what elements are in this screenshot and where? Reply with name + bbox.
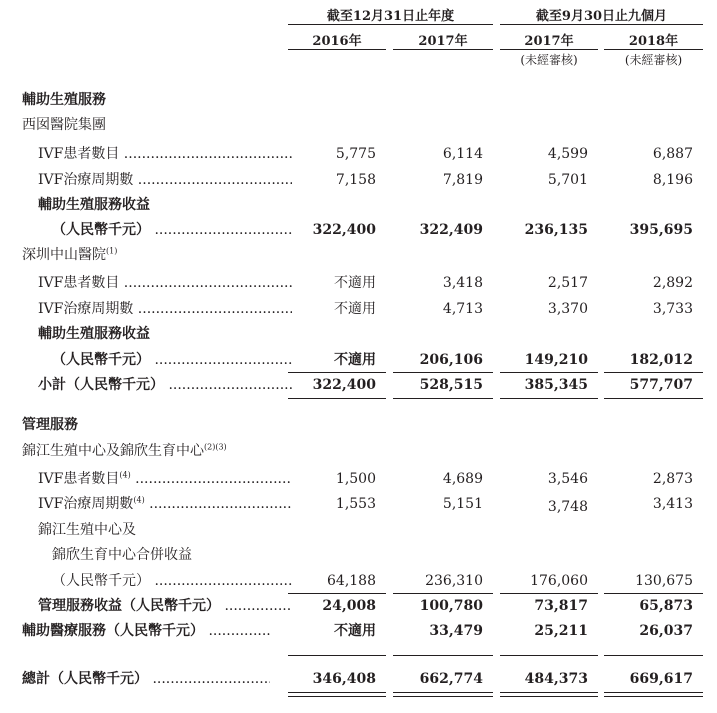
total-rule-2016 <box>288 655 386 656</box>
value-2018-9m: 2,873 <box>652 471 693 487</box>
year-rule-2016 <box>288 49 386 50</box>
header-year-ended-dec31: 截至12月31日止年度 <box>326 9 455 24</box>
subtotal-underline-2017-9m <box>500 398 598 399</box>
value-2016: 7,158 <box>335 172 376 188</box>
footnote-marker: (4) <box>119 470 131 480</box>
row-label: （人民幣千元） ..... <box>52 219 292 241</box>
value-2016: 322,400 <box>312 377 376 393</box>
col-2018-9m-header: 2018年 <box>628 34 679 49</box>
value-2017-9m: 73,817 <box>534 598 588 614</box>
value-2017-fy: 4,689 <box>442 471 483 487</box>
value-2016: 5,775 <box>335 146 376 162</box>
value-2017-9m: 149,210 <box>524 352 588 368</box>
value-2017-fy: 322,409 <box>419 222 483 238</box>
section-assisted-reproductive-services <box>0 89 717 111</box>
total-rule-2017-fy <box>393 655 493 656</box>
value-2016: 不適用 <box>334 623 376 639</box>
value-2017-9m: 3,370 <box>547 301 588 317</box>
value-2017-fy: 528,515 <box>419 377 483 393</box>
value-2017-9m: 236,135 <box>524 222 588 238</box>
row-label: 輔助生殖服務收益 <box>38 197 150 213</box>
value-2018-9m: 130,675 <box>635 573 693 589</box>
table-row <box>0 570 717 592</box>
subtotal-rule-2018-9m <box>604 372 703 373</box>
subsection-xinan-hospital-group <box>0 114 717 136</box>
row-label: IVF患者數目$^{(4)}$ ..... <box>38 468 292 490</box>
value-2017-fy: 236,310 <box>425 573 483 589</box>
year-rule-2017-9m <box>500 49 598 50</box>
row-label: （人民幣千元） ..... <box>52 349 292 371</box>
total-double-rule-2016 <box>288 692 386 697</box>
table-row <box>0 349 717 371</box>
subtotal-rule-2017-fy <box>393 372 493 373</box>
col-2017-fy-header: 2017年 <box>418 34 468 49</box>
mgmt-rule-2018-9m <box>604 593 703 594</box>
value-2018-9m: 577,707 <box>629 377 693 393</box>
value-2018-9m: 8,196 <box>652 172 693 188</box>
row-label: 輔助生殖服務 <box>22 92 106 108</box>
value-2018-9m: 3,413 <box>652 496 693 512</box>
mgmt-rule-2016 <box>288 593 386 594</box>
year-rule-2018-9m <box>604 49 703 50</box>
row-label: 錦江生殖中心及 <box>38 522 136 538</box>
unaudited-note-2017: (未經審核) <box>520 53 578 67</box>
row-label: IVF治療周期數$^{(4)}$ ..... <box>38 493 292 515</box>
row-label: 小計（人民幣千元） ..... <box>38 374 292 396</box>
row-label: 西囡醫院集團 <box>22 117 106 133</box>
footnote-marker: (4) <box>133 495 145 505</box>
subtotal-underline-2018-9m <box>604 398 703 399</box>
row-label: 輔助醫療服務（人民幣千元） ..... <box>22 620 270 642</box>
table-row <box>0 194 717 216</box>
header-rule-left <box>288 24 493 25</box>
value-2017-fy: 33,479 <box>429 623 483 639</box>
row-label: IVF患者數目 ..... <box>38 272 292 294</box>
value-2018-9m: 26,037 <box>639 623 693 639</box>
subsection-shenzhen-zhongshan-hospital <box>0 244 717 266</box>
subtotal-underline-2017-fy <box>393 398 493 399</box>
row-label: 深圳中山醫院$^{(1)}$ <box>22 246 118 263</box>
table-row <box>0 620 717 642</box>
value-2016: 不適用 <box>334 352 376 368</box>
value-2017-fy: 206,106 <box>419 352 483 368</box>
value-2018-9m: 2,892 <box>652 275 693 291</box>
value-2017-fy: 100,780 <box>419 598 483 614</box>
footnote-marker: (1) <box>106 246 118 256</box>
subsection-jinjiang-jinxin-centers <box>0 440 717 462</box>
value-2017-9m: 176,060 <box>530 573 588 589</box>
table-row <box>0 493 717 515</box>
total-rule-2017-9m <box>500 655 598 656</box>
value-2016: 322,400 <box>312 222 376 238</box>
subtotal-rule-2016 <box>288 372 386 373</box>
value-2017-9m: 484,373 <box>524 671 588 687</box>
total-rule-2018-9m <box>604 655 703 656</box>
value-2017-fy: 662,774 <box>419 671 483 687</box>
table-row <box>0 323 717 345</box>
row-label: 管理服務 <box>22 417 78 433</box>
value-2018-9m: 395,695 <box>629 222 693 238</box>
value-2017-9m: 25,211 <box>534 623 588 639</box>
row-label: IVF治療周期數 ..... <box>38 298 292 320</box>
col-2017-9m-header: 2017年 <box>524 34 574 49</box>
table-row <box>0 519 717 541</box>
value-2017-9m: 385,345 <box>524 377 588 393</box>
subtotal-underline-2016 <box>288 398 386 399</box>
table-row <box>0 169 717 191</box>
total-row <box>0 668 717 690</box>
row-label: IVF治療周期數 ..... <box>38 169 292 191</box>
table-row <box>0 298 717 320</box>
value-2018-9m: 65,873 <box>639 598 693 614</box>
row-label: 管理服務收益（人民幣千元） ..... <box>38 595 292 617</box>
row-label: 錦欣生育中心合併收益 <box>52 547 192 563</box>
value-2016: 346,408 <box>312 671 376 687</box>
value-2017-9m: 4,599 <box>547 146 588 162</box>
value-2017-fy: 3,418 <box>442 275 483 291</box>
row-label: 錦江生殖中心及錦欣生育中心$^{(2)(3)}$ <box>22 442 227 459</box>
header-nine-months-sep30: 截至9月30日止九個月 <box>535 9 668 24</box>
table-row <box>0 544 717 566</box>
table-row <box>0 468 717 490</box>
value-2017-9m: 3,546 <box>547 471 588 487</box>
value-2018-9m: 6,887 <box>652 146 693 162</box>
value-2016: 64,188 <box>327 573 376 589</box>
row-label: IVF患者數目 ..... <box>38 143 292 165</box>
value-2017-fy: 7,819 <box>442 172 483 188</box>
value-2018-9m: 669,617 <box>629 671 693 687</box>
header-rule-right <box>500 24 703 25</box>
row-label: 輔助生殖服務收益 <box>38 326 150 342</box>
section-management-services <box>0 414 717 436</box>
table-row <box>0 595 717 617</box>
value-2016: 不適用 <box>334 301 376 317</box>
year-rule-2017-fy <box>393 49 493 50</box>
unaudited-note-2018: (未經審核) <box>624 53 683 67</box>
value-2018-9m: 182,012 <box>629 352 693 368</box>
value-2017-9m: 5,701 <box>547 172 588 188</box>
value-2017-fy: 4,713 <box>442 301 483 317</box>
value-2017-fy: 6,114 <box>442 146 483 162</box>
subtotal-rule-2017-9m <box>500 372 598 373</box>
total-double-rule-2018-9m <box>604 692 703 697</box>
value-2016: 1,553 <box>335 496 376 512</box>
subtotal-row <box>0 374 717 396</box>
table-row <box>0 219 717 241</box>
value-2017-fy: 5,151 <box>442 496 483 512</box>
value-2016: 1,500 <box>335 471 376 487</box>
col-2016-header: 2016年 <box>312 34 362 49</box>
total-double-rule-2017-fy <box>393 692 493 697</box>
mgmt-rule-2017-9m <box>500 593 598 594</box>
footnote-marker: (2)(3) <box>204 442 227 452</box>
mgmt-rule-2017-fy <box>393 593 493 594</box>
row-label: 總計（人民幣千元） ..... <box>22 668 270 690</box>
table-row <box>0 272 717 294</box>
value-2016: 24,008 <box>322 598 376 614</box>
total-double-rule-2017-9m <box>500 692 598 697</box>
value-2017-9m: 3,748 <box>547 499 588 515</box>
row-label: （人民幣千元） ..... <box>52 570 292 592</box>
table-row <box>0 143 717 165</box>
value-2018-9m: 3,733 <box>652 301 693 317</box>
value-2016: 不適用 <box>334 275 376 291</box>
value-2017-9m: 2,517 <box>547 275 588 291</box>
